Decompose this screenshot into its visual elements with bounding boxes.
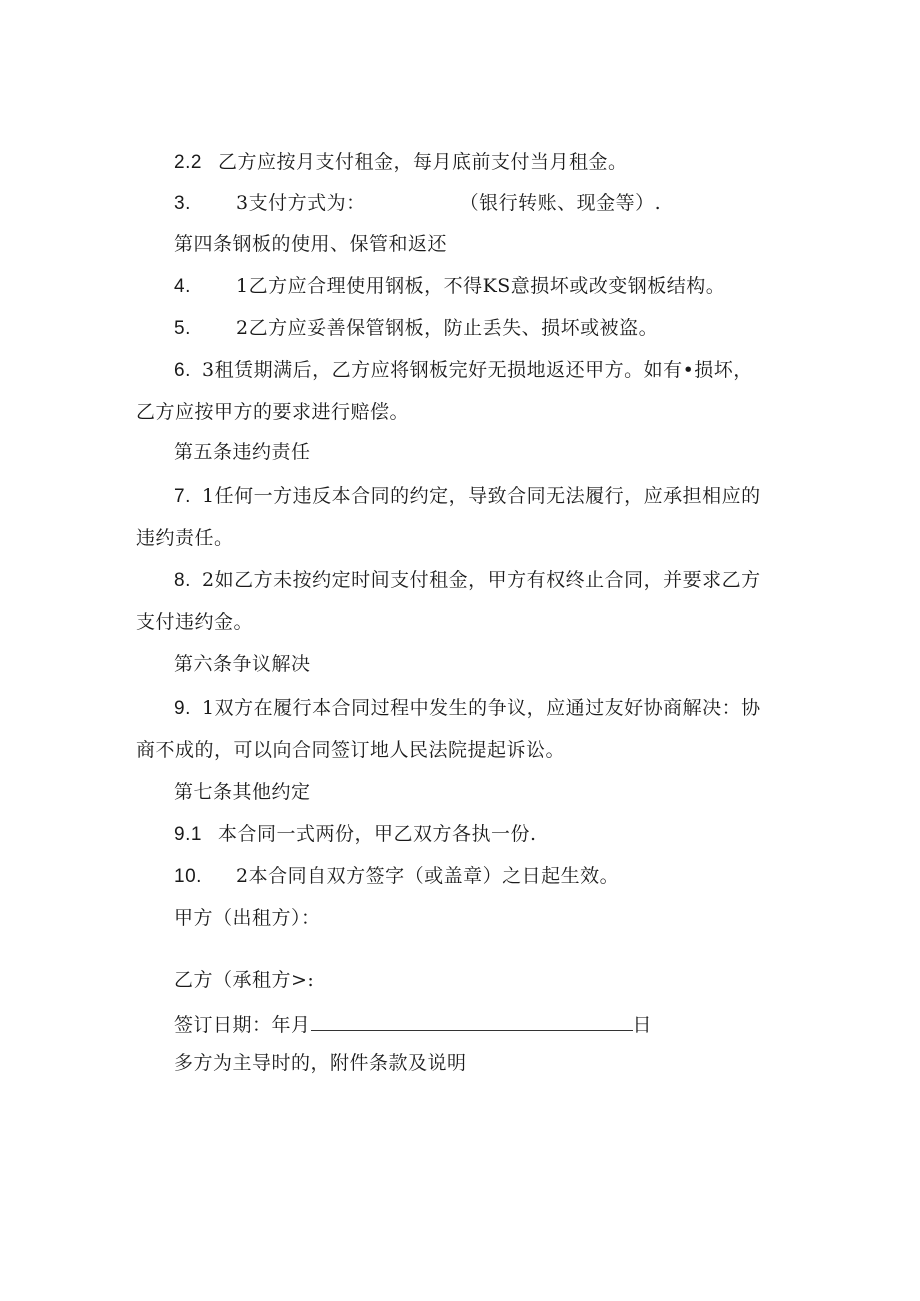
clause-7-line-1 <box>174 484 761 509</box>
clause-number: 7. <box>174 486 191 507</box>
section-heading-5: 第五条违约责任 <box>174 441 311 463</box>
date-blank-underline <box>311 1010 633 1031</box>
clause-3 <box>174 191 661 216</box>
section-heading-7: 第七条其他约定 <box>174 781 311 803</box>
sign-date-suffix: 日 <box>632 1014 653 1036</box>
clause-text: 3租赁期满后，乙方应将钢板完好无损地返还甲方。如有•损坏， <box>202 359 753 381</box>
clause-text: 2乙方应妥善保管钢板，防止丢失、损坏或被盗。 <box>236 317 659 339</box>
clause-number: 8. <box>174 570 191 591</box>
clause-number: 10. <box>174 866 202 887</box>
clause-number: 3. <box>174 193 191 214</box>
section-heading-6: 第六条争议解决 <box>174 653 311 675</box>
clause-number: 9. <box>174 698 191 719</box>
clause-8-line-1 <box>174 568 761 593</box>
clause-2-2 <box>174 150 628 175</box>
clause-text: 1乙方应合理使用钢板，不得KS意损坏或改变钢板结构。 <box>236 275 726 297</box>
clause-6-line-2: 乙方应按甲方的要求进行赔偿。 <box>136 401 410 423</box>
clause-text: 2如乙方未按约定时间支付租金，甲方有权终止合同，并要求乙方 <box>202 569 761 591</box>
sign-date-line <box>174 1010 652 1037</box>
clause-8-line-2: 支付违约金。 <box>136 611 254 633</box>
clause-text: 乙方应按月支付租金，每月底前支付当月租金。 <box>218 151 628 173</box>
clause-text: 1任何一方违反本合同的约定，导致合同无法履行，应承担相应的 <box>202 485 761 507</box>
clause-text: 3支付方式为： <box>236 192 366 214</box>
clause-5 <box>174 316 658 341</box>
party-b-label: 乙方（承租方>: <box>174 969 315 991</box>
clause-7-line-2: 违约责任。 <box>136 527 234 549</box>
clause-4 <box>174 274 725 299</box>
clause-10 <box>174 864 619 889</box>
clause-number: 9.1 <box>174 824 202 845</box>
clause-number: 6. <box>174 360 191 381</box>
clause-number: 4. <box>174 276 191 297</box>
clause-number: 2.2 <box>174 152 202 173</box>
clause-number: 5. <box>174 318 191 339</box>
section-heading-4: 第四条钢板的使用、保管和返还 <box>174 233 448 255</box>
payment-method-note: （银行转账、现金等）. <box>459 192 662 214</box>
clause-9-line-2: 商不成的，可以向合同签订地人民法院提起诉讼。 <box>136 739 566 761</box>
clause-9-1 <box>174 822 537 847</box>
clause-text: 1双方在履行本合同过程中发生的争议，应通过友好协商解决：协 <box>202 697 761 719</box>
party-a-label: 甲方（出租方）： <box>174 907 321 929</box>
clause-6-line-1 <box>174 358 753 383</box>
sign-date-label: 签订日期：年月 <box>174 1014 311 1036</box>
clause-text: 2本合同自双方签字（或盖章）之日起生效。 <box>236 865 620 887</box>
clause-9-line-1 <box>174 696 761 721</box>
clause-text: 本合同一式两份，甲乙双方各执一份. <box>218 823 537 845</box>
footer-note: 多方为主导时的，附件条款及说明 <box>174 1052 467 1074</box>
